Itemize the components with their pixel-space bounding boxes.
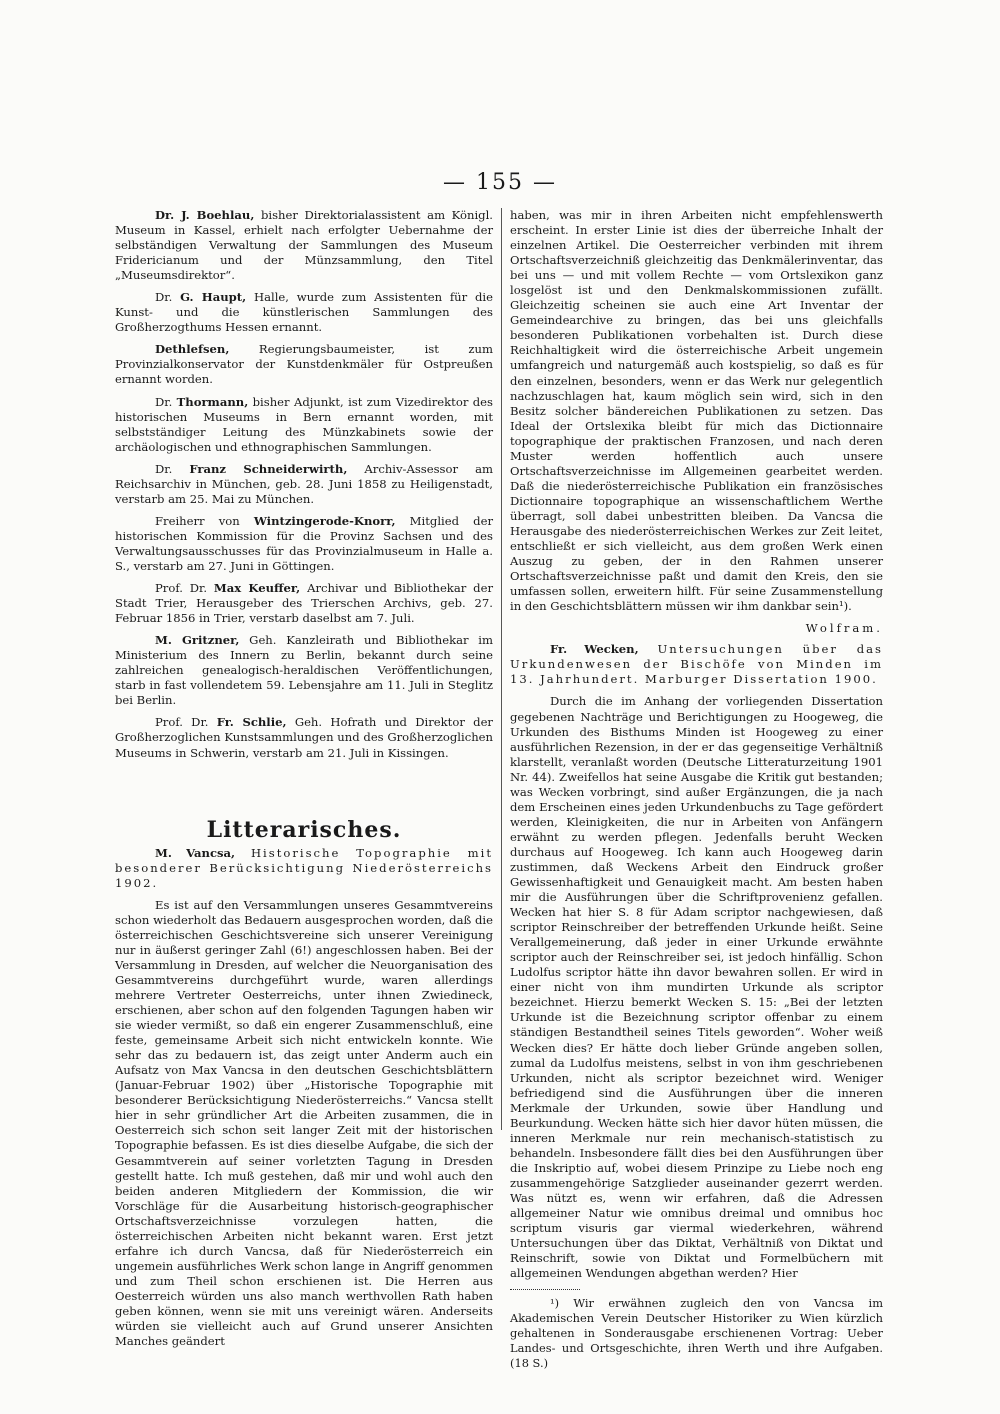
review2-author: Fr. Wecken, bbox=[550, 642, 639, 657]
footnote-rule bbox=[510, 1289, 580, 1290]
footnote: ¹) Wir erwähnen zugleich den von Vancsa im Akademischen Verein Deutscher Historiker zu Wien kürzlich gehaltenen in Sonderausgabe erschienenen Vortrag: Ueber Landes- und Ortsgeschichte, ihren Werth und ihre Aufgaben. (18 S.) bbox=[510, 1296, 883, 1371]
column-divider bbox=[501, 208, 502, 1130]
notice-prefix: Freiherr von bbox=[155, 513, 254, 528]
review2-heading bbox=[510, 642, 883, 687]
notice-name: Thormann, bbox=[176, 394, 249, 409]
notice-name: Franz Schneiderwirth, bbox=[189, 461, 348, 476]
notice-item bbox=[115, 514, 493, 574]
notice-name: G. Haupt, bbox=[180, 290, 247, 305]
notice-item bbox=[115, 715, 493, 760]
notice-text: Archiv-Assessor am Reichsarchiv in München, geb. 28. Juni 1858 zu Heiligenstadt, verstarb am 25. Mai zu München. bbox=[115, 461, 493, 506]
review-continuation: haben, was mir in ihren Arbeiten nicht empfehlenswerth erscheint. In erster Linie ist dies der überreiche Inhalt der einzelnen Artikel. Die Oesterreicher verbinden mit ihrem Ortschaftsverzeichniß gleichzeitig das Denkmälerinventar, das bei uns — und mit vollem Rechte — vom Ortslexikon ganz losgelöst ist und den Denkmalskommissionen zufällt. Gleichzeitig scheinen sie auch eine Art Inventar der Gemeindearchive zu bringen, das bei uns gleichfalls besonderen Publikationen vorbehalten ist. Durch diese Reichhaltigkeit wird die österreichische Arbeit ungemein umfangreich und naturgemäß auch kostspielig, so daß es für den einzelnen, besonders, wenn er das Werk nur gelegentlich nachzuschlagen hat, kaum möglich sein wird, sich in den Besitz solcher bändereichen Publikationen zu setzen. Das Ideal der Ortslexika bleibt für mich das Dictionnaire topographique der praktischen Franzosen, und nach deren Muster werden hoffentlich auch unsere Ortschaftsverzeichnisse im Allgemeinen gearbeitet werden. Daß die niederösterreichische Publikation ein französisches Dictionnaire topographique an wissenschaftlichem Werthe überragt, soll dabei unbestritten bleiben. Da Vancsa die Herausgabe des niederösterreichischen Werkes zur Zeit leitet, entschließt er sich vielleicht, aus dem großen Werk einen Auszug zu geben, der in den Rahmen unserer Ortschaftsverzeichnisse paßt und damit den Kreis, den sie umfassen sollen, erweitern hilft. Für seine Zusammenstellung in den Geschichtsblättern müssen wir ihm dankbar sein¹). bbox=[510, 208, 883, 614]
notice-text: Archivar und Bibliothekar der Stadt Trier, Herausgeber des Trierschen Archivs, geb. 27. Februar 1856 in Trier, verstarb daselbst am 7. Juli. bbox=[115, 581, 493, 626]
page-number: — 155 — bbox=[443, 170, 557, 195]
notice-text: Halle, wurde zum Assistenten für die Kunst- und die künstlerischen Sammlungen des Großherzogthums Hessen ernannt. bbox=[115, 290, 493, 335]
notice-text: bisher Adjunkt, ist zum Vizedirektor des historischen Museums in Bern ernannt worden, mit selbstständiger Leitung des Münzkabinets sowie der archäologischen und ethnographischen Sammlungen. bbox=[115, 394, 493, 454]
notice-item bbox=[115, 633, 493, 708]
notice-text: Geh. Hofrath und Direktor der Großherzoglichen Kunstsammlungen und des Großherzoglichen Museums in Schwerin, verstarb am 21. Juli in Kissingen. bbox=[115, 715, 493, 760]
notice-text: bisher Direktorialassistent am Königl. Museum in Kassel, erhielt nach erfolgter Uebernahme der selbständigen Verwaltung der Sammlungen des Museum Fridericianum und der Münzsammlung, den Titel „Museumsdirektor“. bbox=[115, 208, 493, 283]
review2-body: Durch die im Anhang der vorliegenden Dissertation gegebenen Nachträge und Berichtigungen zu Hoogeweg, die Urkunden des Bisthums Minden ist Hoogeweg zu einer ausführlichen Rezension, in der er das gegenseitige Verhältniß klarstellt, veranlaßt worden (Deutsche Litteraturzeitung 1901 Nr. 44). Zweifellos hat seine Ausgabe die Kritik gut bestanden; was Wecken vorbringt, sind außer Ergänzungen, die ja nach dem Erscheinen eines jeden Urkundenbuchs zu Tage gefördert werden, Kleinigkeiten, die nur in Arbeiten von Anfängern erwähnt zu werden pflegen. Jedenfalls beruht Wecken durchaus auf Hoogeweg. Ich kann auch Hoogeweg darin zustimmen, daß Weckens Arbeit den Eindruck großer Gewissenhaftigkeit und Genauigkeit macht. Am besten haben mir die Ausführungen über die Schriftprovenienz gefallen. Wecken hat hier S. 8 für Adam scriptor nachgewiesen, daß scriptor Reinschreiber der betreffenden Urkunde heißt. Seine Verallgemeinerung, daß jeder in einer Urkunde erwähnte scriptor auch der Reinschreiber sei, ist jedoch hinfällig. Schon Ludolfus scriptor hätte ihn davor bewahren sollen. Er wird in einer nicht von ihm mundirten Urkunde als scriptor bezeichnet. Hierzu bemerkt Wecken S. 15: „Bei der letzten Urkunde ist die Bezeichnung scriptor offenbar zu einem ständigen Bestandtheil seines Titels geworden“. Woher weiß Wecken dies? Er hätte doch lieber Gründe angeben sollen, zumal da Ludolfus meistens, selbst in von ihm geschriebenen Urkunden, nicht als scriptor bezeichnet wird. Weniger befriedigend sind die Ausführungen über die inneren Merkmale der Urkunden, sowie über Handlung und Beurkundung. Wecken hätte sich hier davor hüten müssen, die inneren Merkmale nur rein mechanisch-statistisch zu behandeln. Insbesondere fällt dies bei den Ausführungen über die Inskriptio auf, wobei diesem Prinzipe zu Liebe noch eng zusammengehörige Satzglieder auseinander gezerrt werden. Was nützt es, wenn wir erfahren, daß die Adressen allgemeiner Natur wie omnibus dreimal und omnibus hoc scriptum visuris gar viermal wiederkehren, während Untersuchungen über das Diktat, Verhältniß von Diktat und Reinschrift, sowie von Diktat und Formelbüchern mit allgemeinen Wendungen abgethan werden? Hier bbox=[510, 694, 883, 1281]
notice-item bbox=[115, 462, 493, 507]
notice-prefix: Dr. bbox=[155, 461, 190, 476]
notice-text: Mitglied der historischen Kommission für die Provinz Sachsen und des Verwaltungsausschusses für das Provinzialmuseum in Halle a. S., verstarb am 27. Juni in Göttingen. bbox=[115, 513, 493, 573]
review2-title: Untersuchungen über das Urkundenwesen der Bischöfe von Minden im 13. Jahrhundert. Marburger Dissertation 1900. bbox=[510, 642, 883, 687]
notice-prefix: Dr. bbox=[155, 394, 177, 409]
notice-name: Dethlefsen, bbox=[155, 342, 230, 357]
review-signature: Wolfram. bbox=[805, 621, 883, 636]
notice-name: Dr. J. Boehlau, bbox=[155, 208, 255, 222]
review-author: M. Vancsa, bbox=[155, 845, 236, 860]
right-column bbox=[510, 208, 883, 1378]
review-heading bbox=[115, 846, 493, 891]
notice-item bbox=[115, 581, 493, 626]
notice-prefix: Prof. Dr. bbox=[155, 581, 214, 596]
notice-name: Max Keuffer, bbox=[213, 581, 301, 596]
notice-name: M. Gritzner, bbox=[155, 633, 240, 648]
review-title: Historische Topographie mit besonderer Berücksichtigung Niederösterreichs 1902. bbox=[115, 845, 493, 890]
notice-text: Geh. Kanzleirath und Bibliothekar im Ministerium des Innern zu Berlin, bekannt durch seine zahlreichen genealogisch-heraldischen Veröffentlichungen, starb in fast vollendetem 59. Lebensjahre am 11. Juli in Steglitz bei Berlin. bbox=[115, 633, 493, 708]
notice-name: Wintzingerode-Knorr, bbox=[253, 513, 396, 528]
notice-item bbox=[115, 342, 493, 387]
notice-prefix: Prof. Dr. bbox=[155, 715, 217, 730]
personnel-notices bbox=[115, 208, 493, 761]
notice-text: Regierungsbaumeister, ist zum Provinzialkonservator der Kunstdenkmäler für Ostpreußen ernannt worden. bbox=[115, 342, 493, 387]
section-heading: Litterarisches. bbox=[206, 816, 402, 843]
notice-item bbox=[115, 208, 493, 283]
left-column bbox=[115, 208, 493, 1356]
notice-prefix: Dr. bbox=[155, 290, 181, 305]
review-body: Es ist auf den Versammlungen unseres Gesammtvereins schon wiederholt das Bedauern ausgesprochen worden, daß die österreichischen Geschichtsvereine sich unserer Vereinigung nur in äußerst geringer Zahl (6!) angeschlossen haben. Bei der Versammlung in Dresden, auf welcher die Neuorganisation des Gesammtvereins durchgeführt wurde, waren allerdings mehrere Vertreter Oesterreichs, unter ihnen Zwiedineck, erschienen, aber schon auf den folgenden Tagungen haben wir sie wieder vermißt, so daß ein engerer Zusammenschluß, eine feste, gemeinsame Arbeit sich nicht entwickeln konnte. Wie sehr das zu bedauern ist, das zeigt unter Anderm auch ein Aufsatz von Max Vancsa in den deutschen Geschichtsblättern (Januar-Februar 1902) über „Historische Topographie mit besonderer Berücksichtigung Niederösterreichs.“ Vancsa stellt hier in sehr gründlicher Art die Arbeiten zusammen, die in Oesterreich sich schon seit langer Zeit mit der historischen Topographie befassen. Es ist dies dieselbe Aufgabe, die sich der Gesammtverein auf seiner vorletzten Tagung in Dresden gestellt hatte. Ich muß gestehen, daß mir und wohl auch den beiden anderen Mitgliedern der Kommission, die wir Vorschläge für die Ausarbeitung historisch-geographischer Ortschaftsverzeichnisse vorzulegen hatten, die österreichischen Arbeiten nicht bekannt waren. Erst jetzt erfahre ich durch Vancsa, daß für Niederösterreich ein ungemein ausführliches Werk schon lange in Angriff genommen und zum Theil schon erschienen ist. Die Herren aus Oesterreich würden uns also manch werthvollen Rath haben geben können, wenn sie mit uns vereinigt wären. Anderseits würden sie vielleicht auch auf Grund unserer Ansichten Manches geändert bbox=[115, 897, 493, 1349]
notice-item bbox=[115, 290, 493, 335]
notice-name: Fr. Schlie, bbox=[216, 715, 287, 730]
notice-item bbox=[115, 395, 493, 455]
